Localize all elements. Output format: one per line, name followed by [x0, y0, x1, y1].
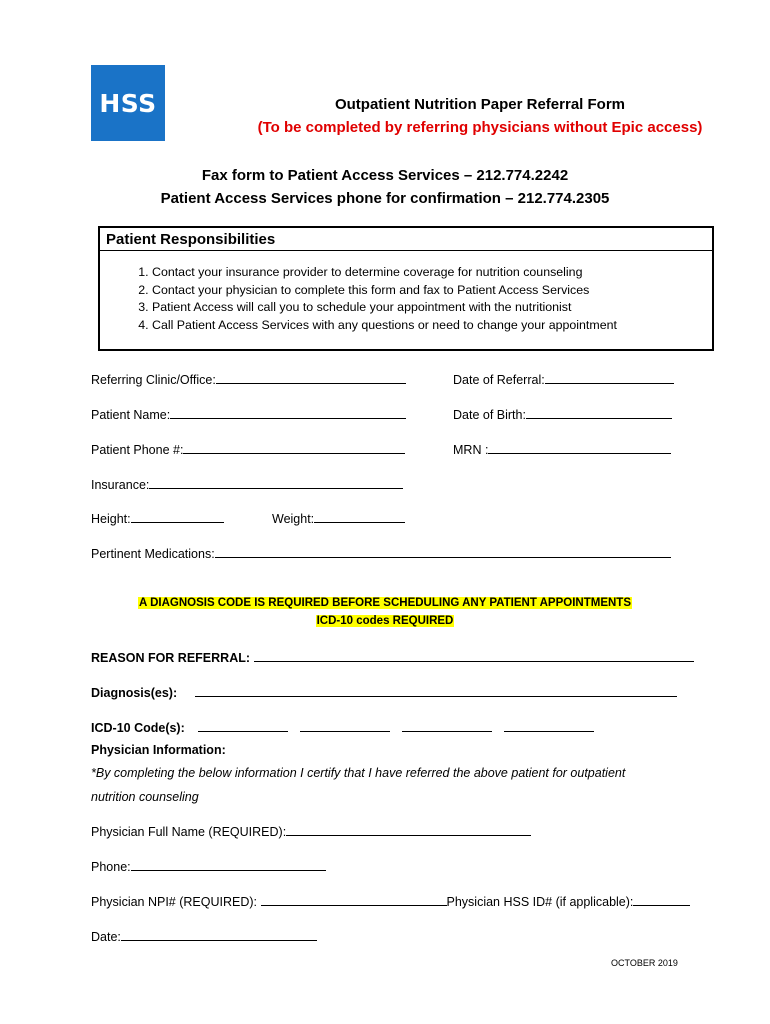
diagnosis-label: Diagnosis(es):	[91, 686, 178, 700]
date-of-birth-line[interactable]	[526, 407, 672, 419]
hss-logo	[91, 65, 165, 141]
patient-phone-line[interactable]	[183, 442, 405, 454]
responsibilities-heading: Patient Responsibilities	[100, 228, 712, 251]
referring-clinic-line[interactable]	[216, 372, 406, 384]
form-subtitle: (To be completed by referring physicians without Epic access)	[257, 119, 703, 136]
patient-phone-label: Patient Phone #:	[91, 443, 184, 457]
list-item: 2. Contact your physician to complete this form and fax to Patient Access Services	[152, 282, 617, 300]
responsibilities-list	[130, 264, 617, 334]
physician-npi-label: Physician NPI# (REQUIRED):	[91, 895, 258, 909]
icd10-field[interactable]	[91, 720, 594, 735]
mrn-line[interactable]	[488, 442, 671, 454]
date-label: Date:	[91, 930, 121, 944]
logo-text: HSS	[99, 88, 157, 118]
list-item: 4. Call Patient Access Services with any questions or need to change your appointment	[152, 317, 617, 335]
reason-line[interactable]	[254, 650, 694, 662]
height-field[interactable]	[91, 511, 224, 526]
icd10-label: ICD-10 Code(s):	[91, 721, 185, 735]
date-of-birth-field[interactable]	[453, 407, 672, 422]
physician-hss-id-line[interactable]	[633, 894, 690, 906]
responsibilities-box	[98, 226, 714, 351]
diagnosis-line[interactable]	[195, 685, 677, 697]
list-item: 1. Contact your insurance provider to determine coverage for nutrition counseling	[152, 264, 617, 282]
icd10-line-4[interactable]	[504, 720, 594, 732]
pertinent-medications-field[interactable]	[91, 546, 671, 561]
reason-field[interactable]	[91, 650, 694, 665]
physician-phone-field[interactable]	[91, 859, 326, 874]
physician-hss-id-label: Physician HSS ID# (if applicable):	[446, 895, 634, 909]
insurance-label: Insurance:	[91, 478, 150, 492]
date-field[interactable]	[91, 929, 317, 944]
certify-text-1: *By completing the below information I certify that I have referred the above patient for outpatient	[91, 766, 626, 780]
phone-line: Patient Access Services phone for confirmation – 212.774.2305	[160, 190, 610, 207]
insurance-line[interactable]	[149, 477, 403, 489]
patient-phone-field[interactable]	[91, 442, 405, 457]
insurance-field[interactable]	[91, 477, 403, 492]
physician-phone-line[interactable]	[131, 859, 326, 871]
physician-heading: Physician Information:	[91, 743, 226, 757]
referring-clinic-label: Referring Clinic/Office:	[91, 373, 216, 387]
physician-npi-line[interactable]	[261, 894, 447, 906]
mrn-field[interactable]	[453, 442, 671, 457]
date-of-referral-field[interactable]	[453, 372, 674, 387]
diagnosis-notice	[0, 597, 770, 609]
patient-name-label: Patient Name:	[91, 408, 171, 422]
physician-name-field[interactable]	[91, 824, 531, 839]
date-of-referral-label: Date of Referral:	[453, 373, 545, 387]
physician-name-line[interactable]	[286, 824, 531, 836]
date-line[interactable]	[121, 929, 317, 941]
physician-phone-label: Phone:	[91, 860, 131, 874]
icd-notice	[0, 615, 770, 627]
patient-name-field[interactable]	[91, 407, 406, 422]
weight-line[interactable]	[314, 511, 405, 523]
height-line[interactable]	[131, 511, 224, 523]
fax-line: Fax form to Patient Access Services – 212.774.2242	[201, 167, 569, 184]
footer-date: OCTOBER 2019	[611, 958, 678, 968]
reason-label: REASON FOR REFERRAL:	[91, 651, 251, 665]
diagnosis-notice-line1: A DIAGNOSIS CODE IS REQUIRED BEFORE SCHEDULING ANY PATIENT APPOINTMENTS	[139, 597, 631, 609]
icd10-line-3[interactable]	[402, 720, 492, 732]
patient-name-line[interactable]	[170, 407, 406, 419]
physician-name-label: Physician Full Name (REQUIRED):	[91, 825, 287, 839]
pertinent-medications-line[interactable]	[215, 546, 671, 558]
icd-notice-line2: ICD-10 codes REQUIRED	[316, 615, 454, 627]
height-label: Height:	[91, 512, 131, 526]
mrn-label: MRN :	[453, 443, 489, 457]
physician-npi-field[interactable]	[91, 894, 690, 909]
diagnosis-field[interactable]	[91, 685, 677, 700]
list-item: 3. Patient Access will call you to schedule your appointment with the nutritionist	[152, 299, 617, 317]
date-of-referral-line[interactable]	[545, 372, 674, 384]
form-title: Outpatient Nutrition Paper Referral Form	[334, 96, 626, 113]
icd10-line-2[interactable]	[300, 720, 390, 732]
date-of-birth-label: Date of Birth:	[453, 408, 526, 422]
weight-field[interactable]	[272, 511, 405, 526]
referring-clinic-field[interactable]	[91, 372, 406, 387]
certify-text-2: nutrition counseling	[91, 790, 199, 804]
icd10-line-1[interactable]	[198, 720, 288, 732]
pertinent-medications-label: Pertinent Medications:	[91, 547, 215, 561]
weight-label: Weight:	[272, 512, 315, 526]
